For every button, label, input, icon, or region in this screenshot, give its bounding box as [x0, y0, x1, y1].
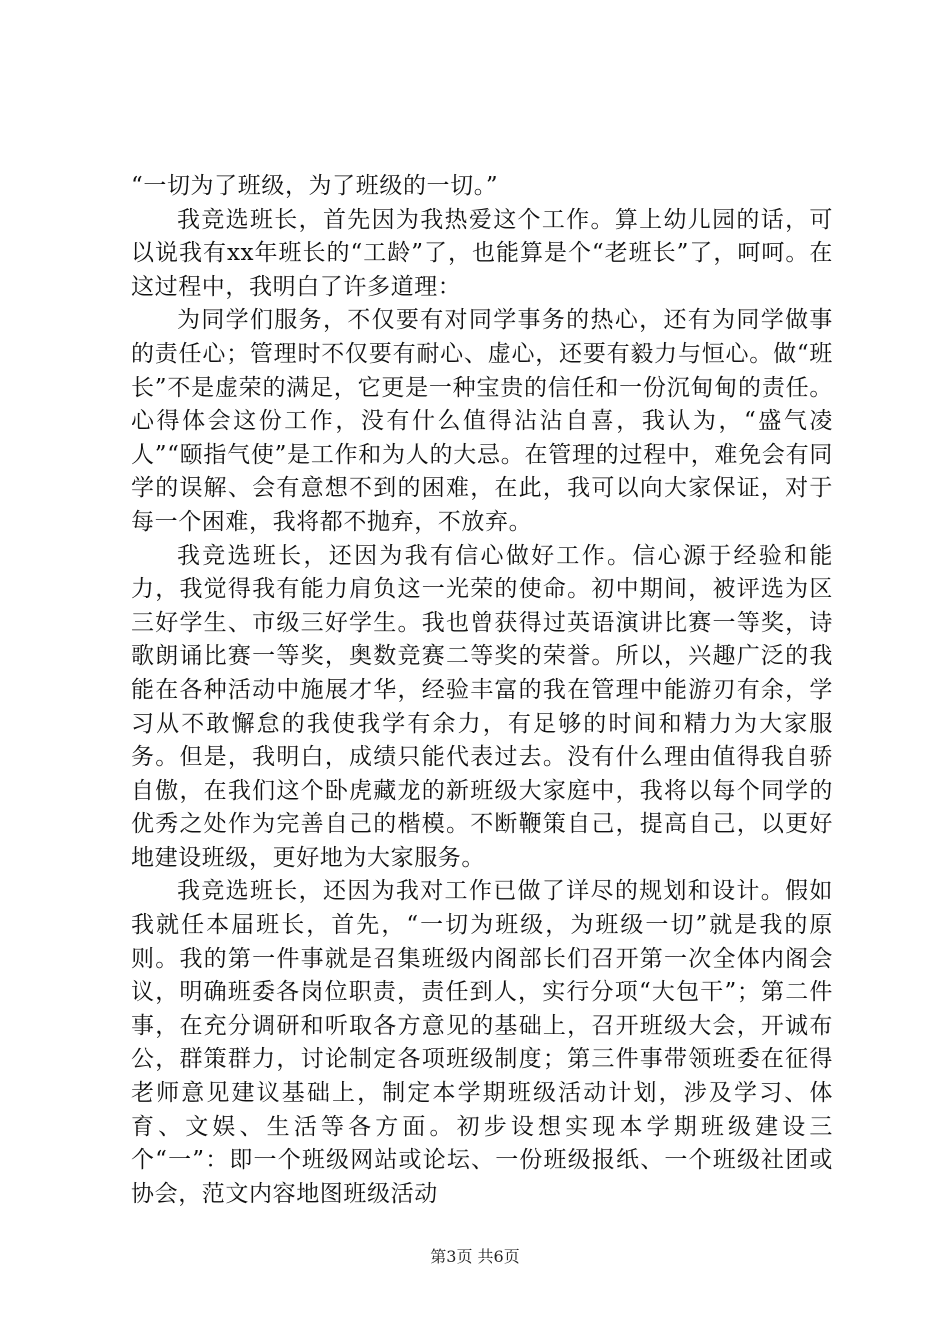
paragraph-work-plan: 我竞选班长，还因为我对工作已做了详尽的规划和设计。假如我就任本届班长，首先，“一切为班级，为班级一切”就是我的原则。我的第一件事就是召集班级内阁部长们召开第一次全体内阁会议，明确班委各岗位职责，责任到人，实行分项“大包干”；第二件事，在充分调研和听取各方意见的基础上，召开班级大会，开诚布公，群策群力，讨论制定各项班级制度；第三件事带领班委在征得老师意见建议基础上，制定本学期班级活动计划，涉及学习、体育、文娱、生活等各方面。初步设想实现本学期班级建设三个“一”：即一个班级网站或论坛、一份班级报纸、一个班级社团或协会，范文内容地图班级活动: [131, 878, 833, 1207]
paragraph-love-of-work: 我竞选班长，首先因为我热爱这个工作。算上幼儿园的话，可以说我有xx年班长的“工龄”了，也能算是个“老班长”了，呵呵。在这过程中，我明白了许多道理：: [131, 206, 833, 300]
paragraph-service-responsibility: 为同学们服务，不仅要有对同学事务的热心，还有为同学做事的责任心；管理时不仅要有耐心、虚心，还要有毅力与恒心。做“班长”不是虚荣的满足，它更是一种宝贵的信任和一份沉甸甸的责任。心得体会这份工作，没有什么值得沾沾自喜，我认为，“盛气凌人”“颐指气使”是工作和为人的大忌。在管理的过程中，难免会有同学的误解、会有意想不到的困难，在此，我可以向大家保证，对于每一个困难，我将都不抛弃，不放弃。: [131, 307, 833, 535]
page-footer: 第3页 共6页: [430, 1247, 520, 1266]
paragraph-motto: “一切为了班级，为了班级的一切。”: [131, 173, 499, 199]
paragraph-confidence-ability: 我竞选班长，还因为我有信心做好工作。信心源于经验和能力，我觉得我有能力肩负这一光荣的使命。初中期间，被评选为区三好学生、市级三好学生。我也曾获得过英语演讲比赛一等奖，诗歌朗诵比赛一等奖，奥数竞赛二等奖的荣誉。所以，兴趣广泛的我能在各种活动中施展才华，经验丰富的我在管理中能游刃有余，学习从不敢懈怠的我使我学有余力，有足够的时间和精力为大家服务。但是，我明白，成绩只能代表过去。没有什么理由值得我自骄自傲，在我们这个卧虎藏龙的新班级大家庭中，我将以每个同学的优秀之处作为完善自己的楷模。不断鞭策自己，提高自己，以更好地建设班级，更好地为大家服务。: [131, 542, 833, 871]
document-body: [131, 170, 833, 1211]
